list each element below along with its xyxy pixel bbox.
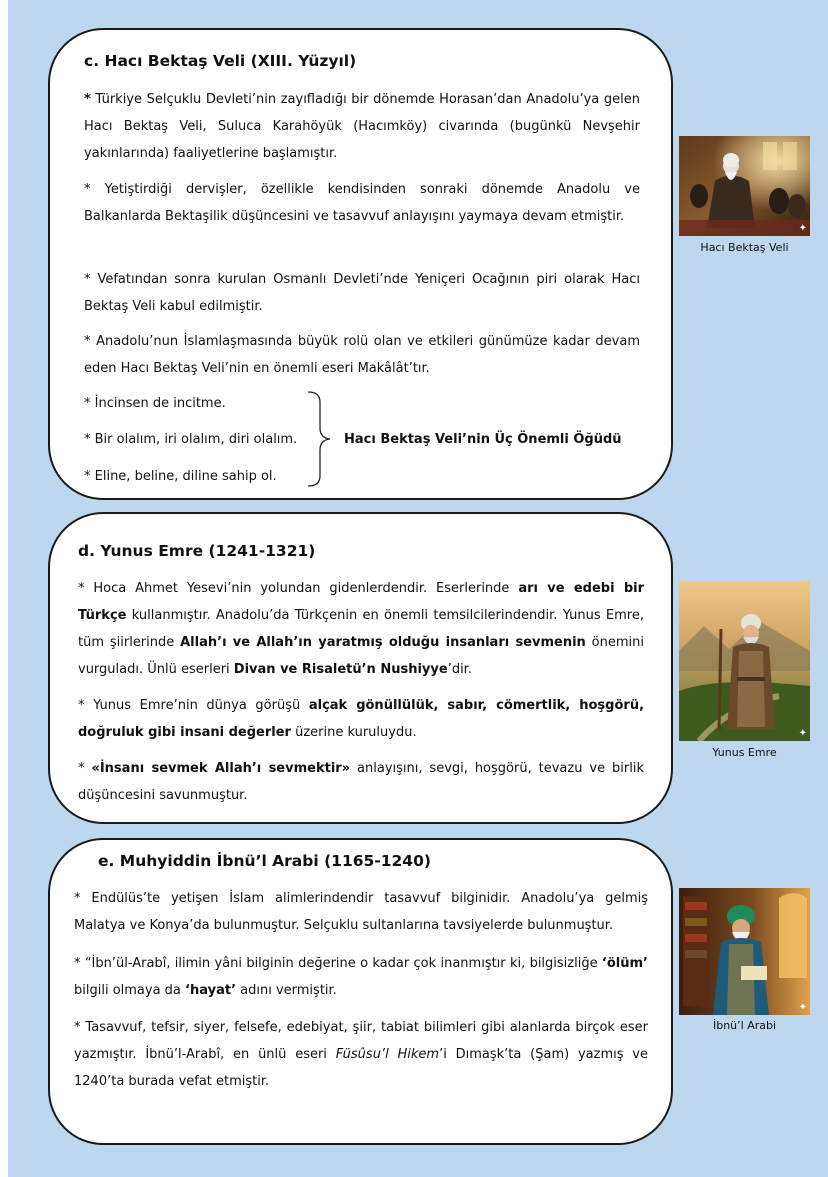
section-e-title: e. Muhyiddin İbnü’l Arabi (1165-1240): [98, 852, 431, 870]
text-run: üzerine kuruluydu.: [290, 725, 417, 740]
text-run: * Tasavvuf, tefsir, siyer, felsefe, edebiyat, şiir, tabiat bilimleri gibi alanlarda birçok eser yazmıştır. İbnü’l-Arabî, en ünlü eseri: [74, 1020, 648, 1062]
section-d-paragraph-1: [78, 575, 644, 683]
section-e-paragraph-3: [74, 1014, 648, 1095]
section-c-paragraph-2: * Yetiştirdiği dervişler, özellikle kendisinden sonraki dönemde Anadolu ve Balkanlarda Bektaşilik düşüncesini ve tasavvuf anlayışını yaymaya devam etmiştir.: [84, 182, 640, 224]
text-run: ’i Dımaşk’ta (Şam) yazmış ve 1240’ta burada vefat etmiştir.: [74, 1047, 648, 1089]
bold-run: Divan ve Risaletü’n Nushiyye: [233, 662, 448, 677]
advice-item-3: * Eline, beline, diline sahip ol.: [84, 469, 277, 484]
text-run: bilgili olmaya da: [74, 983, 186, 998]
text-run: ’dir.: [447, 662, 472, 677]
section-c-paragraph-3: * Vefatından sonra kurulan Osmanlı Devleti’nde Yeniçeri Ocağının piri olarak Hacı Bektaş Veli kabul edilmiştir.: [84, 272, 640, 314]
bold-run: «İnsanı sevmek Allah’ı sevmektir»: [91, 761, 351, 776]
haci-bektas-veli-portrait: [679, 136, 810, 236]
sparkle-icon: ✦: [798, 728, 807, 739]
section-d-paragraph-3: [78, 755, 644, 809]
section-e-paragraph-2: [74, 950, 648, 1004]
section-e-paragraph-1: * Endülüs’te yetişen İslam alimlerindendir tasavvuf bilginidir. Anadolu’ya gelmiş Malatya ve Konya’da bulunmuştur. Selçuklu sultanlarına tavsiyelerde bulunmuştur.: [74, 891, 648, 933]
text-run: anlayışını, sevgi, hoşgörü, tevazu ve birlik düşüncesini savunmuştur.: [78, 761, 644, 803]
text-run: önemini vurguladı. Ünlü eserleri: [78, 635, 644, 677]
curly-brace-icon: [304, 390, 334, 488]
ibnul-arabi-portrait: [679, 888, 810, 1015]
section-e-card: [48, 838, 673, 1145]
section-d-card: [48, 512, 673, 824]
section-d-paragraph-2: [78, 692, 644, 746]
section-c-title: c. Hacı Bektaş Veli (XIII. Yüzyıl): [84, 52, 357, 70]
yunus-emre-portrait: [679, 581, 810, 741]
bold-run: ‘ölüm’: [601, 956, 648, 971]
bold-run: alçak gönüllülük, sabır, cömertlik, hoşgörü, doğruluk gibi insani değerler: [78, 698, 645, 740]
text-run: adını vermiştir.: [236, 983, 337, 998]
advice-label: Hacı Bektaş Veli’nin Üç Önemli Öğüdü: [344, 432, 622, 447]
section-c-paragraph-4: * Anadolu’nun İslamlaşmasında büyük rolü olan ve etkileri günümüze kadar devam eden Hacı Bektaş Veli’nin en önemli eseri Makâlât’tır.: [84, 334, 640, 376]
haci-bektas-veli-caption: Hacı Bektaş Veli: [700, 241, 789, 254]
bold-run: Allah’ı ve Allah’ın yaratmış olduğu insanları sevmenin: [180, 635, 586, 650]
text-run: * “İbn’ül-Arabî, ilimin yâni bilginin değerine o kadar çok inanmıştır ki, bilgisizliğe: [74, 956, 602, 971]
yunus-emre-caption: Yunus Emre: [712, 746, 777, 759]
text-run: *: [78, 761, 92, 776]
sparkle-icon: ✦: [798, 1002, 807, 1013]
advice-item-2: * Bir olalım, iri olalım, diri olalım.: [84, 432, 298, 447]
sparkle-icon: ✦: [798, 223, 807, 234]
bold-run: ‘hayat’: [185, 983, 237, 998]
advice-item-1: * İncinsen de incitme.: [84, 396, 226, 411]
section-c-p1-text: Türkiye Selçuklu Devleti’nin zayıfladığı bir dönemde Horasan’dan Anadolu’ya gelen Hacı Bektaş Veli, Suluca Karahöyük (Hacımköy) civarında (bugünkü Nevşehir yakınlarında) faaliyetlerine başlamıştır.: [84, 92, 640, 161]
bold-run: arı ve edebi bir Türkçe: [78, 581, 645, 623]
text-run: * Hoca Ahmet Yesevi’nin yolundan gidenlerdendir. Eserlerinde: [78, 581, 519, 596]
section-c-paragraph-1: [84, 86, 640, 167]
italic-run: Füsûsu’l Hikem: [335, 1047, 440, 1062]
section-d-title: d. Yunus Emre (1241-1321): [78, 542, 316, 560]
text-run: * Yunus Emre’nin dünya görüşü: [78, 698, 309, 713]
text-run: kullanmıştır. Anadolu’da Türkçenin en önemli temsilcilerindendir. Yunus Emre, tüm şiirlerinde: [78, 608, 644, 650]
bullet-star: *: [84, 92, 91, 107]
page-left-edge: [0, 0, 8, 1177]
ibnul-arabi-caption: İbnü’l Arabi: [712, 1019, 777, 1032]
section-c-card: [48, 28, 673, 500]
